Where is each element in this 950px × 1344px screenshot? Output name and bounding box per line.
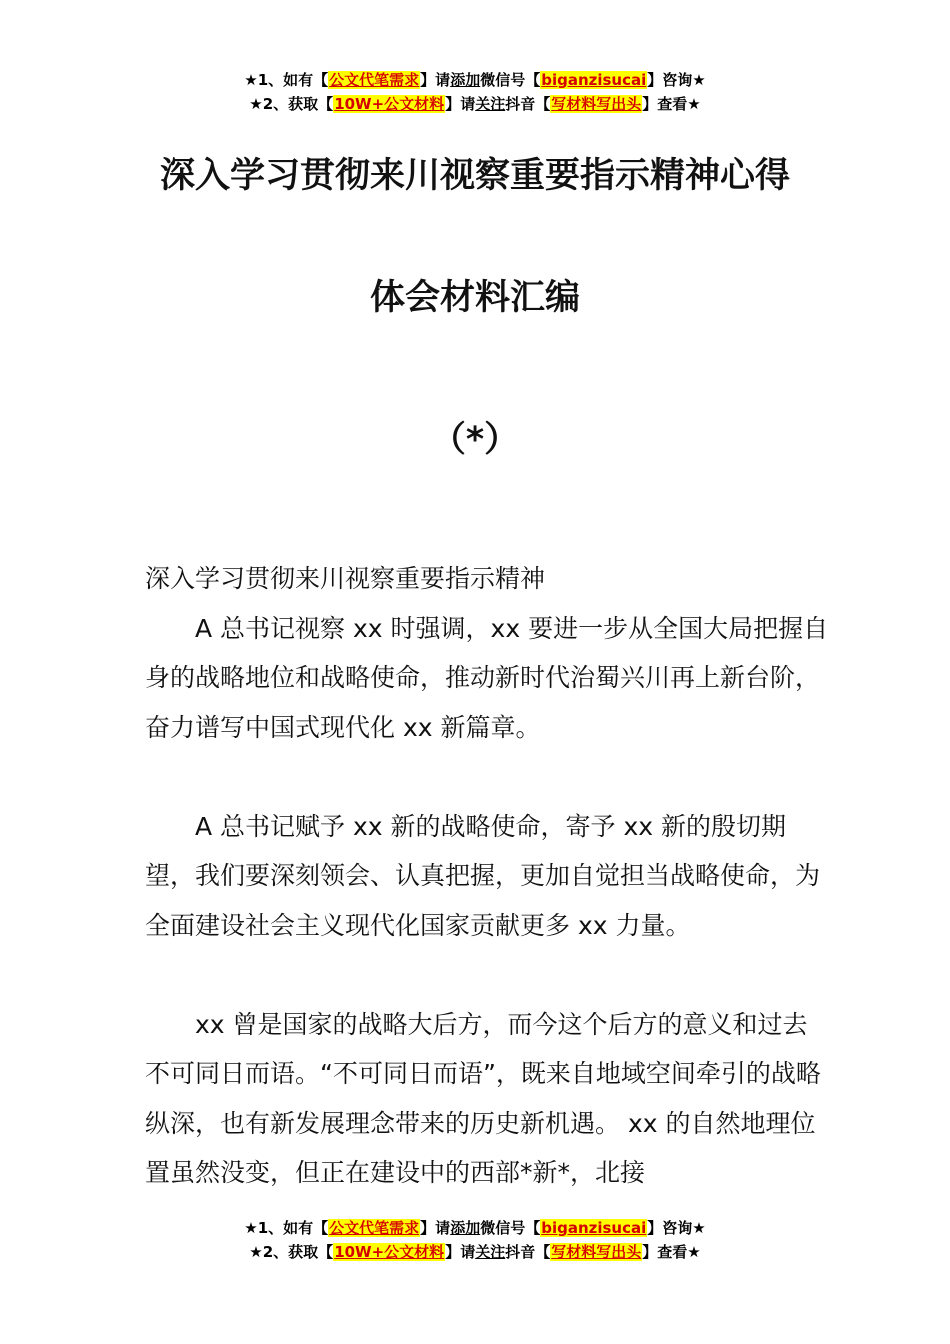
body-paragraph: A 总书记视察 xx 时强调，xx 要进一步从全国大局把握自身的战略地位和战略使命，推动新时代治蜀兴川再上新台阶，奋力谱写中国式现代化 xx 新篇章。 <box>145 613 829 742</box>
promo-highlight: 写材料写出头 <box>551 1243 642 1261</box>
promo-text: 抖音【 <box>505 95 551 113</box>
promo-text: 微信号【 <box>480 1219 541 1237</box>
document-title-line-3: （*） <box>430 420 520 460</box>
promo-text: 微信号【 <box>480 71 541 89</box>
promo-highlight: 写材料写出头 <box>551 95 642 113</box>
promo-text: 抖音【 <box>505 1243 551 1261</box>
promo-underlined: 关注 <box>475 1243 506 1261</box>
header-promo-line-2 <box>0 92 950 116</box>
promo-highlight: 10W+公文材料 <box>334 95 445 113</box>
promo-text: 】请 <box>445 95 476 113</box>
promo-text: ★2、获取【 <box>249 1243 334 1261</box>
promo-text: 】请 <box>445 1243 476 1261</box>
footer-promo-line-2 <box>0 1240 950 1264</box>
promo-underlined: 添加 <box>450 1219 481 1237</box>
document-title-line-1: 深入学习贯彻来川视察重要指示精神心得 <box>159 156 790 196</box>
promo-text: 】查看★ <box>642 95 701 113</box>
body-paragraph: A 总书记赋予 xx 新的战略使命，寄予 xx 新的殷切期望，我们要深刻领会、认真把握，更加自觉担当战略使命，为全面建设社会主义现代化国家贡献更多 xx 力量。 <box>145 811 821 940</box>
promo-highlight: biganzisucai <box>541 1219 647 1237</box>
footer-promo-banner <box>0 1216 950 1264</box>
section-heading: 深入学习贯彻来川视察重要指示精神 <box>145 564 546 593</box>
promo-highlight: 公文代笔需求 <box>329 71 420 89</box>
body-paragraph: xx 曾是国家的战略大后方，而今这个后方的意义和过去不可同日而语。“不可同日而语”，既来自地域空间牵引的战略纵深，也有新发展理念带来的历史新机遇。 xx 的自然地理位置虽然没变，但正在建设中的西部*新*，北接 <box>145 1009 821 1187</box>
promo-text: ★1、如有【 <box>244 1219 329 1237</box>
promo-highlight: 公文代笔需求 <box>329 1219 420 1237</box>
promo-text: 】查看★ <box>642 1243 701 1261</box>
promo-highlight: 10W+公文材料 <box>334 1243 445 1261</box>
promo-text: 】请 <box>420 1219 451 1237</box>
promo-highlight: biganzisucai <box>541 71 647 89</box>
header-promo-banner <box>0 68 950 116</box>
promo-text: ★1、如有【 <box>244 71 329 89</box>
document-body <box>145 554 830 1198</box>
promo-underlined: 添加 <box>450 71 481 89</box>
document-title-line-2: 体会材料汇编 <box>369 278 580 318</box>
promo-underlined: 关注 <box>475 95 506 113</box>
promo-text: 】请 <box>420 71 451 89</box>
promo-text: 】咨询★ <box>647 1219 706 1237</box>
footer-promo-line-1 <box>0 1216 950 1240</box>
promo-text: 】咨询★ <box>647 71 706 89</box>
header-promo-line-1 <box>0 68 950 92</box>
promo-text: ★2、获取【 <box>249 95 334 113</box>
